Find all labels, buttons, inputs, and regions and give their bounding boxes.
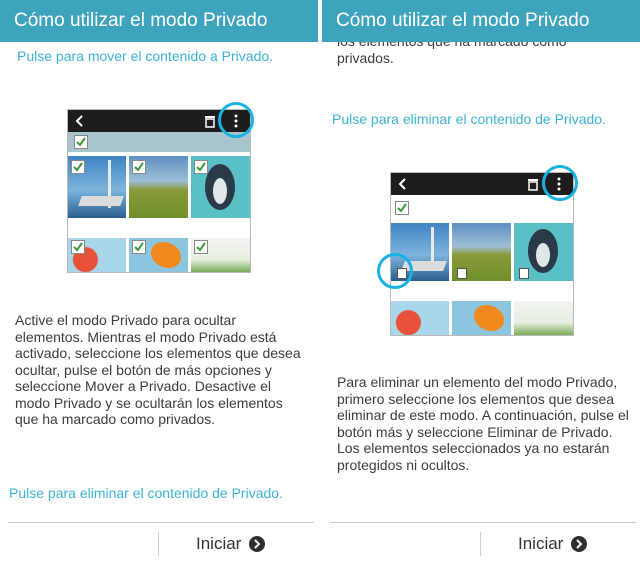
gallery-mockup xyxy=(390,172,574,336)
checkbox-icon xyxy=(194,240,208,254)
trash-icon xyxy=(203,114,217,128)
more-options-highlight xyxy=(218,102,254,138)
photo-butterfly[interactable] xyxy=(452,301,511,336)
back-arrow-icon xyxy=(70,110,92,132)
start-button[interactable] xyxy=(518,532,587,556)
start-label: Iniciar xyxy=(518,534,564,553)
select-all-bar xyxy=(391,195,573,221)
footer-bar xyxy=(322,522,640,564)
scrolled-text: privados. xyxy=(337,49,394,66)
footer-separator xyxy=(158,532,159,556)
move-to-private-link[interactable]: Pulse para mover el contenido a Privado. xyxy=(17,48,274,64)
arrow-right-icon xyxy=(249,536,265,552)
footer-bar xyxy=(0,522,318,564)
footer-divider xyxy=(330,522,636,523)
photo-flowers-red[interactable] xyxy=(391,301,449,336)
remove-from-private-link[interactable]: Pulse para eliminar el contenido de Privado. xyxy=(332,111,606,127)
select-all-bar xyxy=(68,132,250,152)
footer-divider xyxy=(8,522,314,523)
checkbox-icon xyxy=(71,160,85,174)
start-label: Iniciar xyxy=(196,534,242,553)
photo-tulips[interactable] xyxy=(514,301,574,336)
page-title: Cómo utilizar el modo Privado xyxy=(322,0,640,42)
right-panel xyxy=(322,0,640,564)
instructions-text: Active el modo Privado para ocultar elementos. Mientras el modo Privado está activado, seleccione los elementos que desea ocultar, pulse el botón de más opciones y seleccione Mover a Privado. Desactive el modo Privado y se ocultarán los elementos que ha marcado como privados. xyxy=(15,312,301,427)
page-title: Cómo utilizar el modo Privado xyxy=(0,0,318,42)
lock-highlight xyxy=(377,253,413,289)
trash-icon xyxy=(526,177,540,191)
lock-icon xyxy=(519,268,529,279)
checkbox-icon xyxy=(71,240,85,254)
checkbox-icon xyxy=(395,201,409,215)
back-arrow-icon xyxy=(393,173,415,195)
more-options-highlight xyxy=(542,165,578,201)
checkbox-icon xyxy=(132,240,146,254)
checkbox-icon xyxy=(132,160,146,174)
arrow-right-icon xyxy=(571,536,587,552)
start-button[interactable] xyxy=(196,532,265,556)
left-panel xyxy=(0,0,318,564)
remove-from-private-link[interactable]: Pulse para eliminar el contenido de Privado. xyxy=(9,485,283,501)
checkbox-icon xyxy=(194,160,208,174)
footer-separator xyxy=(480,532,481,556)
checkbox-icon xyxy=(74,135,88,149)
instructions-text: Para eliminar un elemento del modo Privado, primero seleccione los elementos que desea eliminar de este modo. A continuación, pulse el botón más y seleccione Eliminar de Privado. Los elementos seleccionados ya no estarán protegidos ni ocultos. xyxy=(337,374,629,473)
lock-icon xyxy=(457,268,467,279)
